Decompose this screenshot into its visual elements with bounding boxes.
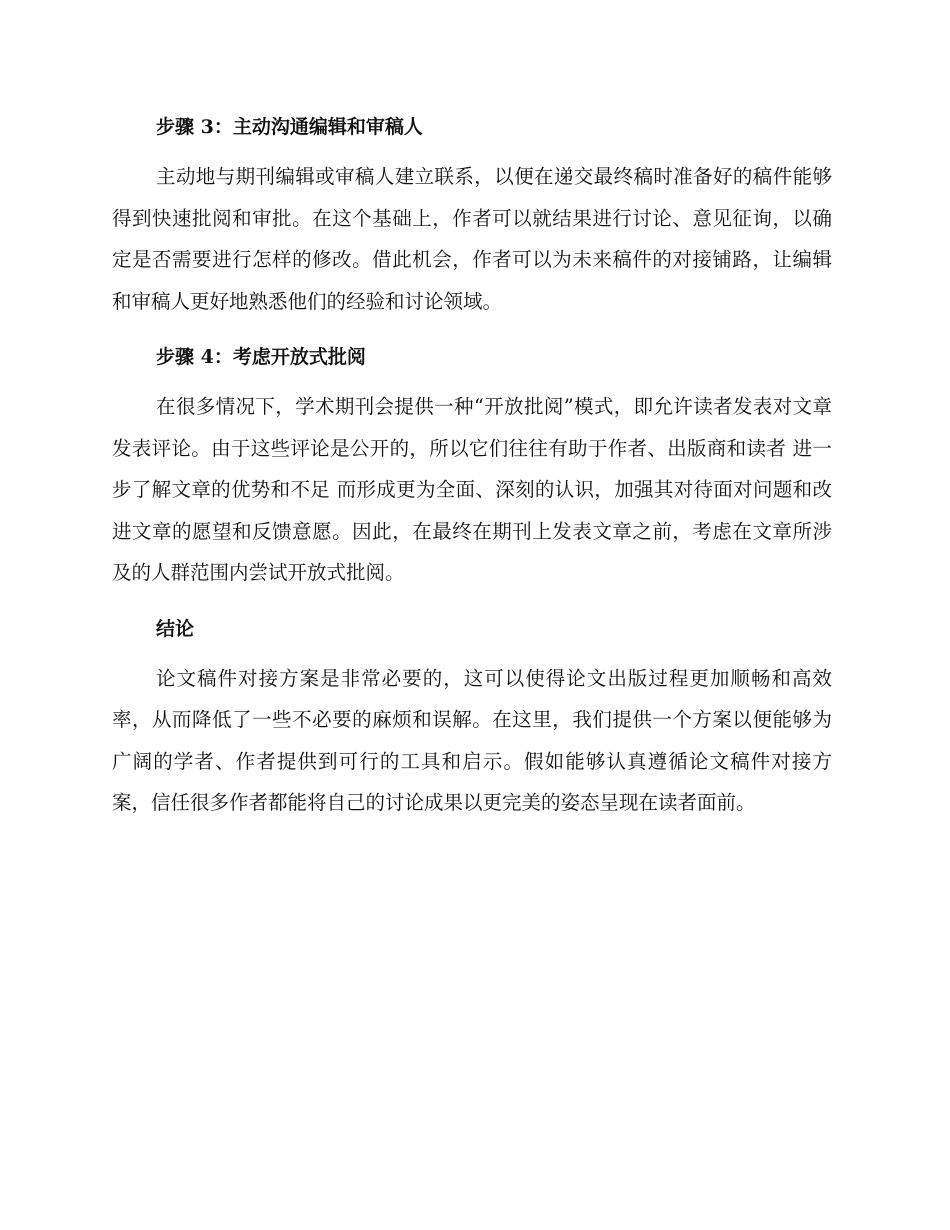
document-page xyxy=(112,106,832,834)
section-heading-step-3: 步骤 3：主动沟通编辑和审稿人 xyxy=(156,116,423,138)
section-paragraph-conclusion: 论文稿件对接方案是非常必要的，这可以使得论文出版过程更加顺畅和高效率，从而降低了一些不必要的麻烦和误解。在这里，我们提供一个方案以便能够为广阔的学者、作者提供到可行的工具和启示。假如能够认真遵循论文稿件对接方案，信任很多作者都能将自己的讨论成果以更完美的姿态呈现在读者面前。 xyxy=(112,666,832,814)
section-paragraph-step-3: 主动地与期刊编辑或审稿人建立联系，以便在递交最终稿时准备好的稿件能够得到快速批阅和审批。在这个基础上，作者可以就结果进行讨论、意见征询，以确定是否需要进行怎样的修改。借此机会，作者可以为未来稿件的对接铺路，让编辑和审稿人更好地熟悉他们的经验和讨论领域。 xyxy=(112,165,832,313)
section-heading-conclusion: 结论 xyxy=(156,617,195,640)
section-heading-step-4: 步骤 4：考虑开放式批阅 xyxy=(156,346,366,368)
section-paragraph-step-4: 在很多情况下，学术期刊会提供一种“开放批阅”模式，即允许读者发表对文章发表评论。由于这些评论是公开的，所以它们往往有助于作者、出版商和读者 进一步了解文章的优势和不足 而形成更为全面、深刻的认识，加强其对待面对问题和改进文章的愿望和反馈意愿。因此，在最终在期刊上发表文章之前，考虑在文章所涉及的人群范围内尝试开放式批阅。 xyxy=(112,395,832,584)
